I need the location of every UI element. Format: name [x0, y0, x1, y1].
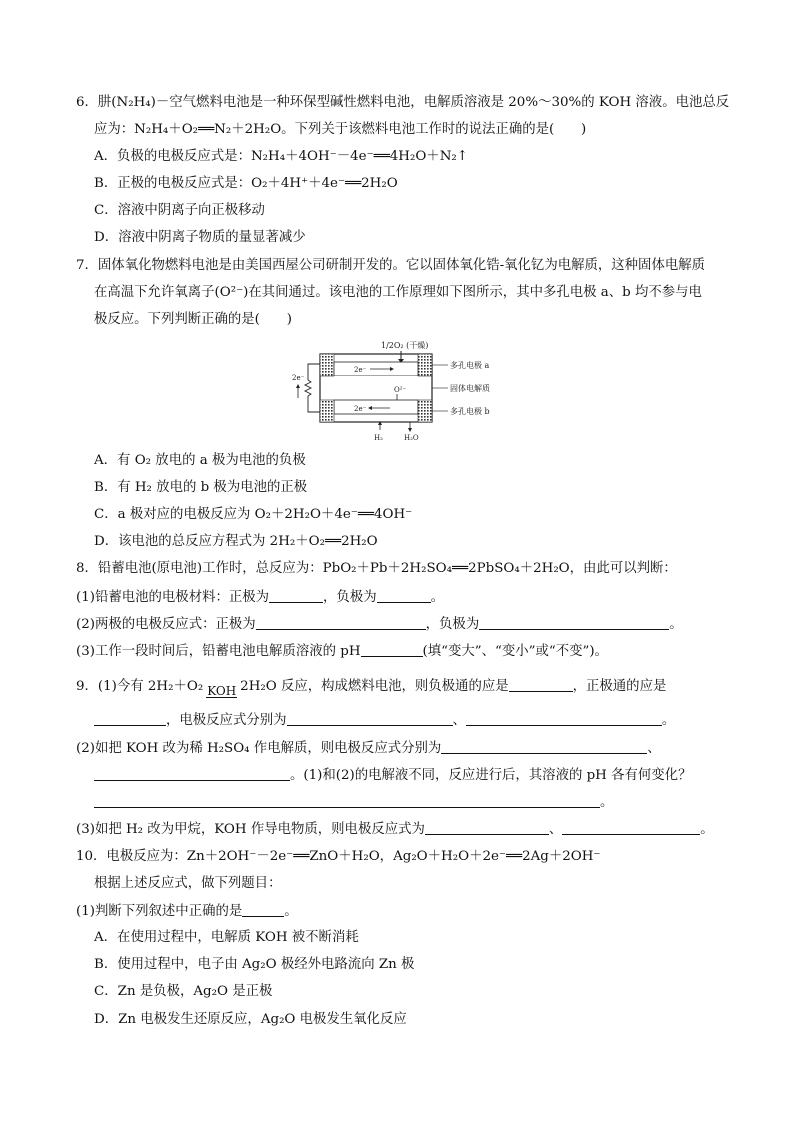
q8-answer-blank-positive-material[interactable] — [269, 588, 323, 603]
electrode-a-right — [418, 354, 432, 376]
q10-instruction: 根据上述反应式，做下列题目： — [94, 876, 282, 891]
q8-subq2: (2)两极的电极反应式：正极为 ，负极为 。 — [76, 617, 683, 632]
q9-answer-blank-methane-equation-2[interactable] — [562, 820, 700, 835]
electrode-b-right — [418, 400, 432, 422]
q6-stem-line2: 应为：N₂H₄＋O₂══N₂＋2H₂O。下列关于该燃料电池工作时的说法正确的是( ) — [94, 122, 587, 137]
q7-stem-line3: 极反应。下列判断正确的是( ) — [94, 312, 292, 327]
q6-stem-line1: 6．肼(N₂H₄)－空气燃料电池是一种环保型碱性燃料电池，电解质溶液是 20%～30%的 KOH 溶液。电池总反 — [76, 95, 730, 110]
q9-line5: 。 — [94, 793, 613, 812]
q9-line1: 9．(1)今有 2H₂＋O₂ KOH 2H₂O 反应，构成燃料电池，则负极通的应是 ，正极通的应是 — [76, 677, 666, 702]
oxide-ion-label: O²⁻ — [394, 386, 407, 394]
koh-condition: KOH — [207, 684, 237, 698]
q8-subq3: (3)工作一段时间后，铅蓄电池电解质溶液的 pH (填“变大”、“变小”或“不变”)。 — [76, 644, 608, 659]
q9-answer-blank-ph-change[interactable] — [94, 793, 600, 808]
q8-answer-blank-ph[interactable] — [361, 642, 423, 657]
q9-line3: (2)如把 KOH 改为稀 H₂SO₄ 作电解质，则电极反应式分别为 、 — [76, 741, 661, 756]
q7-stem-line1: 7．固体氧化物燃料电池是由美国西屋公司研制开发的。它以固体氧化锆-氧化钇为电解质，这种固体电解质 — [76, 258, 706, 273]
q8-answer-blank-negative-material[interactable] — [377, 588, 431, 603]
lower-electron-label: 2e⁻ — [354, 405, 367, 413]
q6-option-c: C．溶液中阴离子向正极移动 — [94, 203, 265, 218]
q6-option-d: D．溶液中阴离子物质的量显著减少 — [94, 230, 306, 245]
q9-answer-blank-equation-2[interactable] — [466, 711, 662, 726]
electrode-b-left — [320, 400, 334, 422]
q8-stem: 8．铅蓄电池(原电池)工作时，总反应为：PbO₂＋Pb＋2H₂SO₄══2PbSO₄＋2H₂O，由此可以判断： — [76, 561, 677, 576]
q9-answer-blank-acid-equation-1[interactable] — [441, 739, 647, 754]
hydrogen-inlet-label: H₂ — [374, 434, 383, 442]
external-electron-label: 2e⁻ — [292, 374, 305, 382]
q10-option-d: D．Zn 电极发生还原反应，Ag₂O 电极发生氧化反应 — [94, 1012, 407, 1027]
electrode-a-left — [320, 354, 334, 376]
external-wire-bottom — [308, 396, 320, 412]
q6-option-b: B．正极的电极反应式是：O₂＋4H⁺＋4e⁻══2H₂O — [94, 176, 398, 191]
label-electrode-b: 多孔电极 b — [450, 407, 490, 416]
q9-answer-blank-methane-equation-1[interactable] — [425, 820, 549, 835]
q7-option-c: C．a 极对应的电极反应为 O₂＋2H₂O＋4e⁻══4OH⁻ — [94, 507, 413, 522]
q9-line6: (3)如把 H₂ 改为甲烷，KOH 作导电物质，则电极反应式为 、 。 — [76, 822, 714, 837]
resistor — [305, 380, 311, 396]
electrode-b-channel — [334, 400, 418, 414]
water-outlet-label: H₂O — [404, 434, 419, 442]
q10-subq1: (1)判断下列叙述中正确的是 。 — [76, 904, 298, 919]
q10-option-c: C．Zn 是负极，Ag₂O 是正极 — [94, 984, 273, 999]
upper-electron-label: 2e⁻ — [354, 366, 367, 374]
q9-line2: ，电极反应式分别为 、 。 — [94, 711, 675, 730]
q9-answer-blank-equation-1[interactable] — [287, 711, 453, 726]
fuel-cell-diagram — [286, 338, 526, 446]
q6-option-a: A．负极的电极反应式是：N₂H₄＋4OH⁻－4e⁻══4H₂O＋N₂↑ — [94, 149, 468, 164]
oxygen-inlet-label: 1/2O₂ (干燥) — [381, 341, 429, 350]
q8-subq1: (1)铅蓄电池的电极材料：正极为 ，负极为 。 — [76, 590, 444, 605]
q10-option-a: A．在使用过程中，电解质 KOH 被不断消耗 — [94, 930, 359, 945]
q8-answer-blank-negative-equation[interactable] — [479, 615, 669, 630]
q7-stem-line2: 在高温下允许氧离子(O²⁻)在其间通过。该电池的工作原理如下图所示，其中多孔电极 a、b 均不参与电 — [94, 285, 702, 300]
q10-option-b: B．使用过程中，电子由 Ag₂O 极经外电路流向 Zn 极 — [94, 957, 415, 972]
q10-stem: 10．电极反应为：Zn＋2OH⁻－2e⁻══ZnO＋H₂O，Ag₂O＋H₂O＋2e⁻══2Ag＋2OH⁻ — [76, 849, 601, 864]
q7-option-a: A．有 O₂ 放电的 a 极为电池的负极 — [94, 453, 306, 468]
label-electrode-a: 多孔电极 a — [450, 361, 490, 370]
q9-line4: 。(1)和(2)的电解液不同，反应进行后，其溶液的 pH 各有何变化？ — [94, 766, 691, 785]
q8-answer-blank-positive-equation[interactable] — [256, 615, 426, 630]
q9-answer-blank-cathode-gas[interactable] — [94, 711, 166, 726]
q10-answer-blank[interactable] — [242, 902, 284, 917]
q9-answer-blank-acid-equation-2[interactable] — [94, 766, 290, 781]
q7-option-b: B．有 H₂ 放电的 b 极为电池的正极 — [94, 480, 308, 495]
external-wire-top — [308, 364, 320, 380]
q7-option-d: D．该电池的总反应方程式为 2H₂＋O₂══2H₂O — [94, 534, 378, 549]
label-electrolyte: 固体电解质 — [450, 384, 490, 393]
q9-answer-blank-anode-gas[interactable] — [509, 677, 573, 692]
